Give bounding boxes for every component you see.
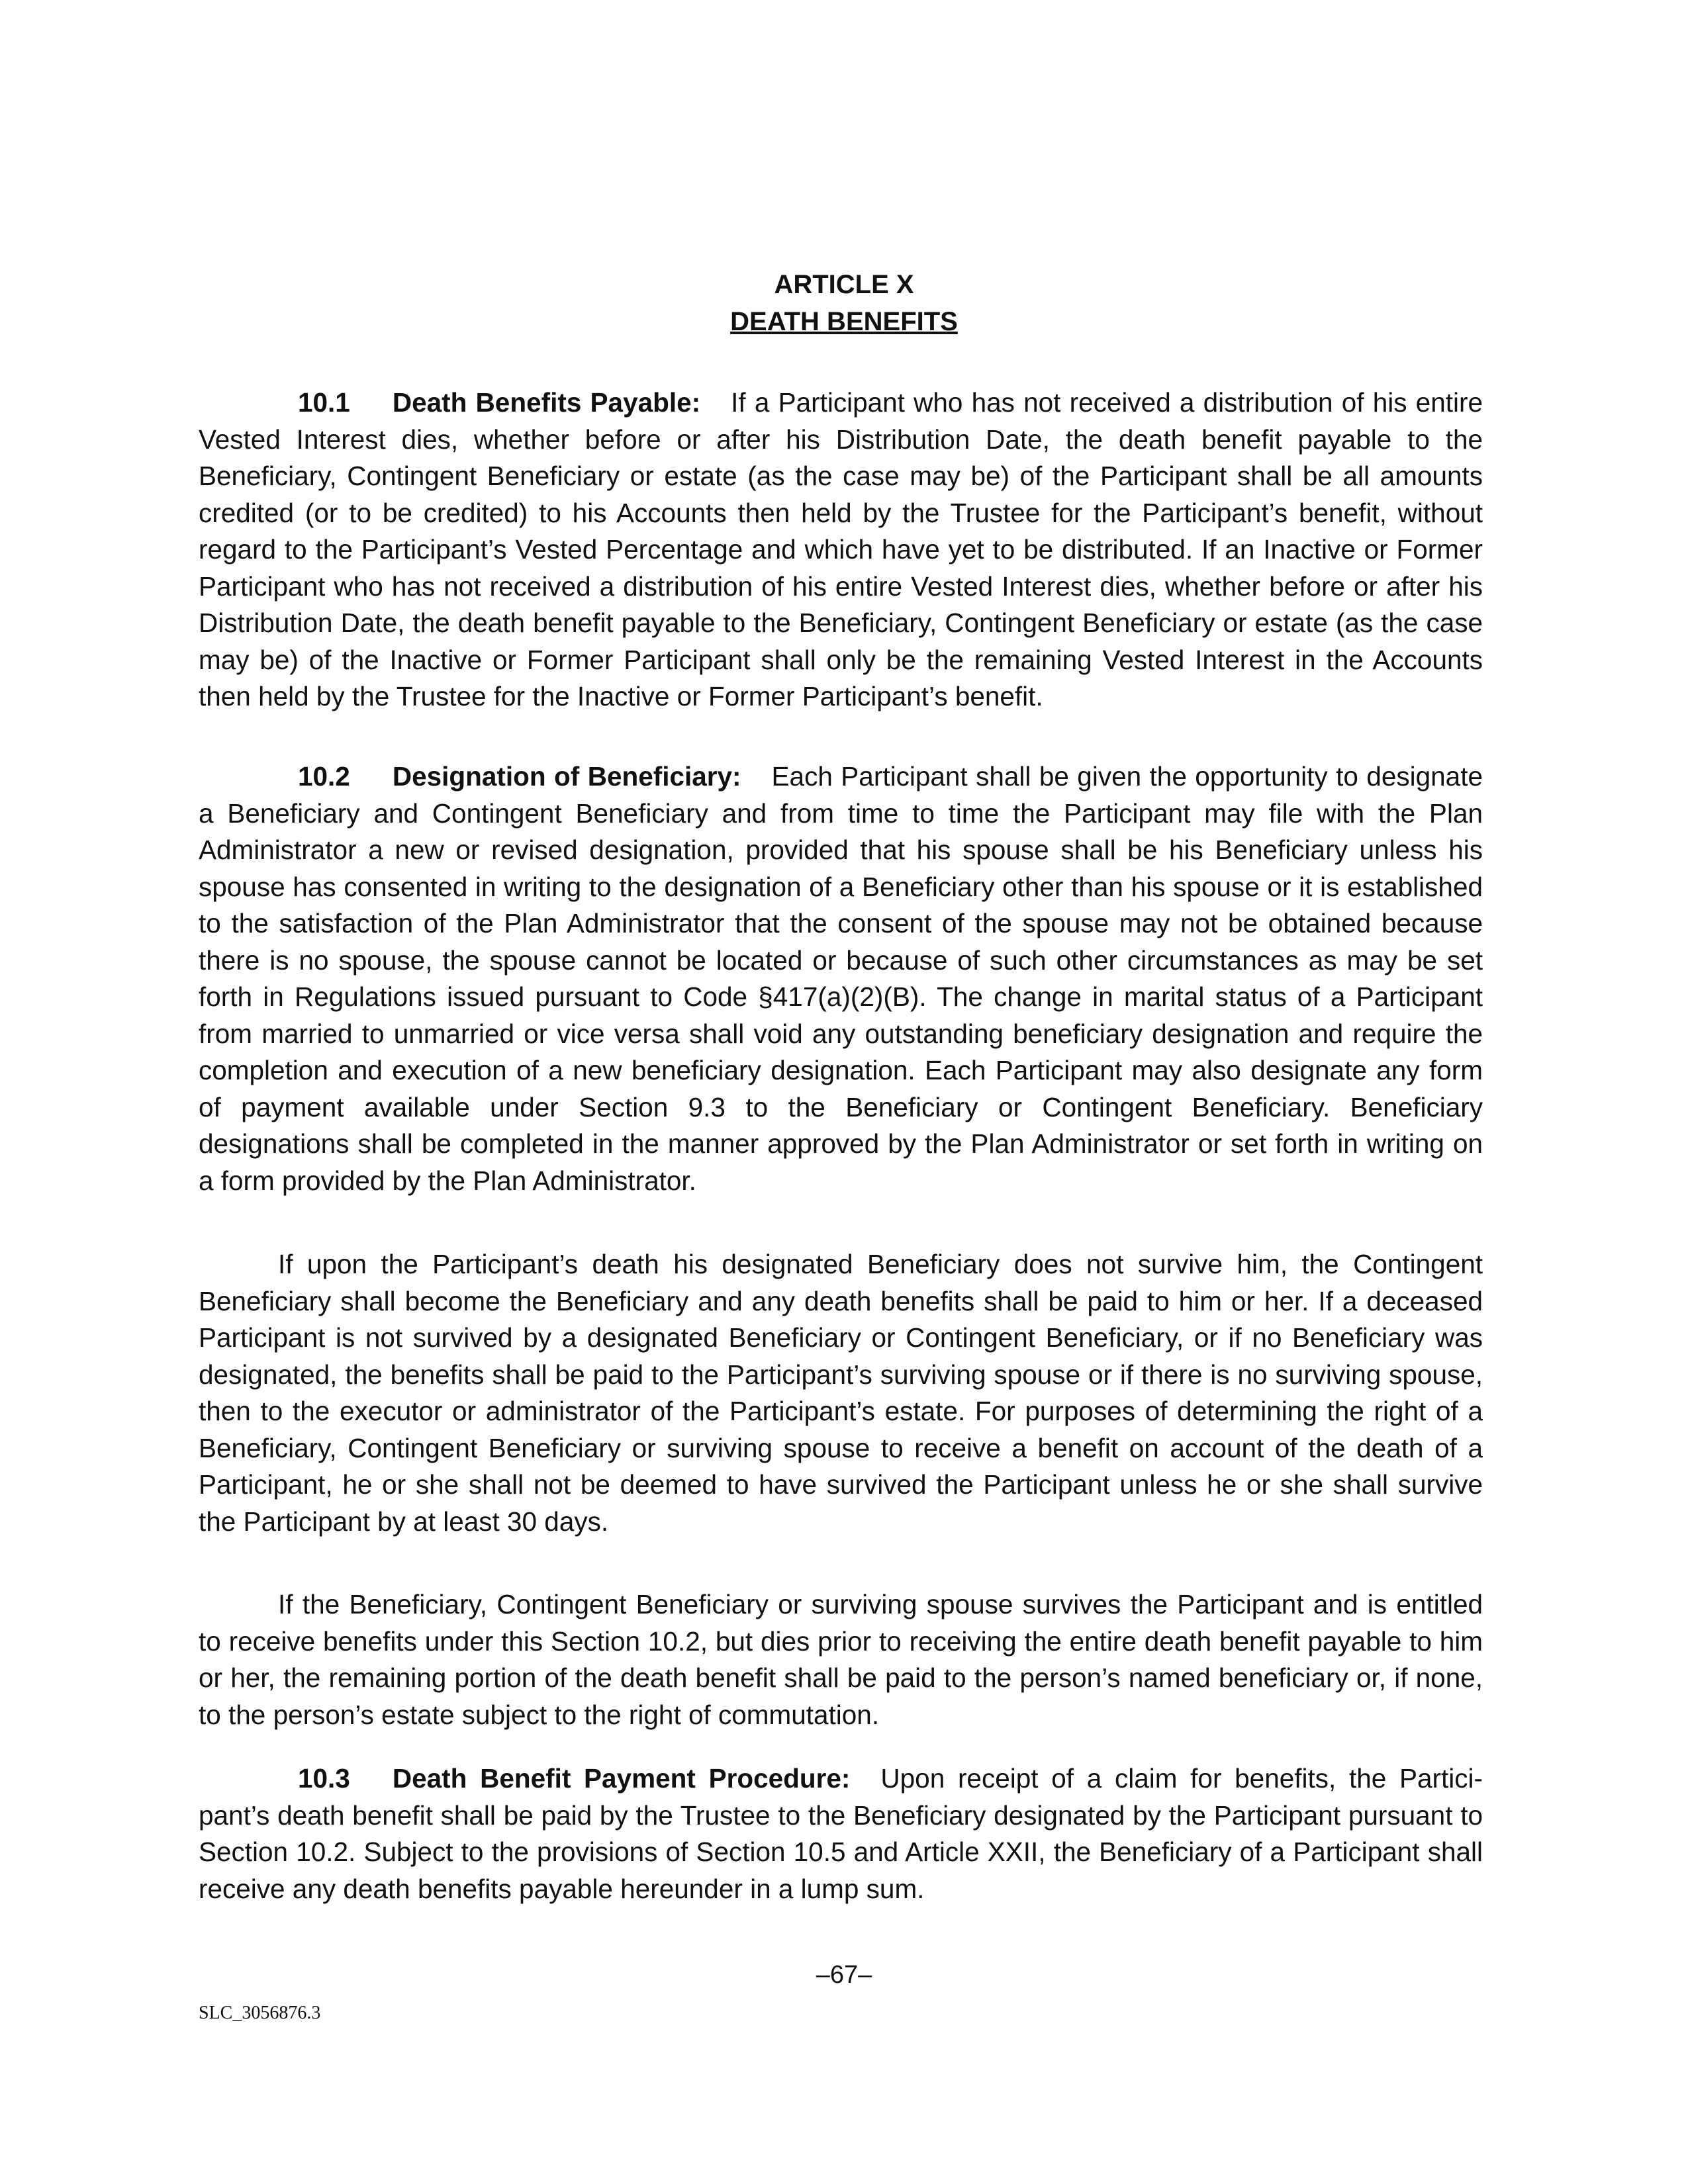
article-number: ARTICLE X bbox=[774, 270, 914, 299]
section-number: 10.2 bbox=[298, 761, 350, 792]
section-title: Death Benefits Payable: bbox=[392, 387, 701, 418]
document-id: SLC_3056876.3 bbox=[199, 2003, 321, 2023]
section-text: Upon receipt of a claim for benefits, the Partici-pant’s death benefit shall be paid by the Trustee to the Beneficiary designated by the Participant pursuant to Section 10.2. Subject to the provisions of Section 10.5 and Article XXII, the Beneficiary of a Participant shall receive any death benefits payable hereunder in a lump sum. bbox=[199, 1763, 1483, 1904]
section-10-2 bbox=[199, 758, 1483, 1199]
section-number: 10.1 bbox=[298, 387, 350, 418]
section-text: Each Participant shall be given the opportunity to designate a Beneficiary and Contingent Beneficiary and from time to time the Participant may file with the Plan Administrator a new or revised designation, provided that his spouse shall be his Beneficiary unless his spouse has consented in writing to the designation of a Beneficiary other than his spouse or it is established to the satisfaction of the Plan Administrator that the consent of the spouse may not be obtained because there is no spouse, the spouse cannot be located or because of such other circumstances as may be set forth in Regulations issued pursuant to Code §417(a)(2)(B). The change in marital status of a Participant from married to unmarried or vice versa shall void any outstanding beneficiary designation and require the completion and execution of a new beneficiary designation. Each Participant may also designate any form of payment available under Section 9.3 to the Beneficiary or Contingent Beneficiary. Beneficiary designations shall be completed in the manner approved by the Plan Administrator or set forth in writing on a form provided by the Plan Administrator. bbox=[199, 761, 1483, 1196]
page-number: –67– bbox=[816, 1961, 872, 1989]
paragraph-contingent-beneficiary: If upon the Participant’s death his designated Beneficiary does not survive him, the Contingent Beneficiary shall become the Beneficiary and any death benefits shall be paid to him or her. If a deceased Participant is not survived by a designated Beneficiary or Contingent Beneficiary, or if no Beneficiary was designated, the benefits shall be paid to the Participant’s surviving spouse or if there is no surviving spouse, then to the executor or administrator of the Participant’s estate. For purposes of determining the right of a Beneficiary, Contingent Beneficiary or surviving spouse to receive a benefit on account of the death of a Participant, he or she shall not be deemed to have survived the Participant unless he or she shall survive the Participant by at least 30 days. bbox=[199, 1249, 1483, 1537]
section-10-1 bbox=[199, 385, 1483, 715]
article-title: DEATH BENEFITS bbox=[730, 307, 958, 336]
paragraph-surviving-beneficiary: If the Beneficiary, Contingent Beneficiary or surviving spouse survives the Participant and is entitled to receive benefits under this Section 10.2, but dies prior to receiving the entire death benefit payable to him or her, the remaining portion of the death benefit shall be paid to the person’s named beneficiary or, if none, to the person’s estate subject to the right of commutation. bbox=[199, 1589, 1483, 1730]
section-number: 10.3 bbox=[298, 1763, 350, 1794]
section-title: Death Benefit Payment Procedure: bbox=[392, 1763, 851, 1794]
section-10-3 bbox=[199, 1760, 1483, 1907]
section-text: If a Participant who has not received a distribution of his entire Vested Interest dies, whether before or after his Distribution Date, the death benefit payable to the Beneficiary, Contingent Beneficiary or estate (as the case may be) of the Participant shall be all amounts credited (or to be credited) to his Accounts then held by the Trustee for the Participant’s benefit, without regard to the Participant’s Vested Percentage and which have yet to be distributed. If an Inactive or Former Participant who has not received a distribution of his entire Vested Interest dies, whether before or after his Distribution Date, the death benefit payable to the Beneficiary, Contingent Beneficiary or estate (as the case may be) of the Inactive or Former Participant shall only be the remaining Vested Interest in the Accounts then held by the Trustee for the Inactive or Former Participant’s benefit. bbox=[199, 387, 1483, 711]
section-title: Designation of Beneficiary: bbox=[392, 761, 741, 792]
